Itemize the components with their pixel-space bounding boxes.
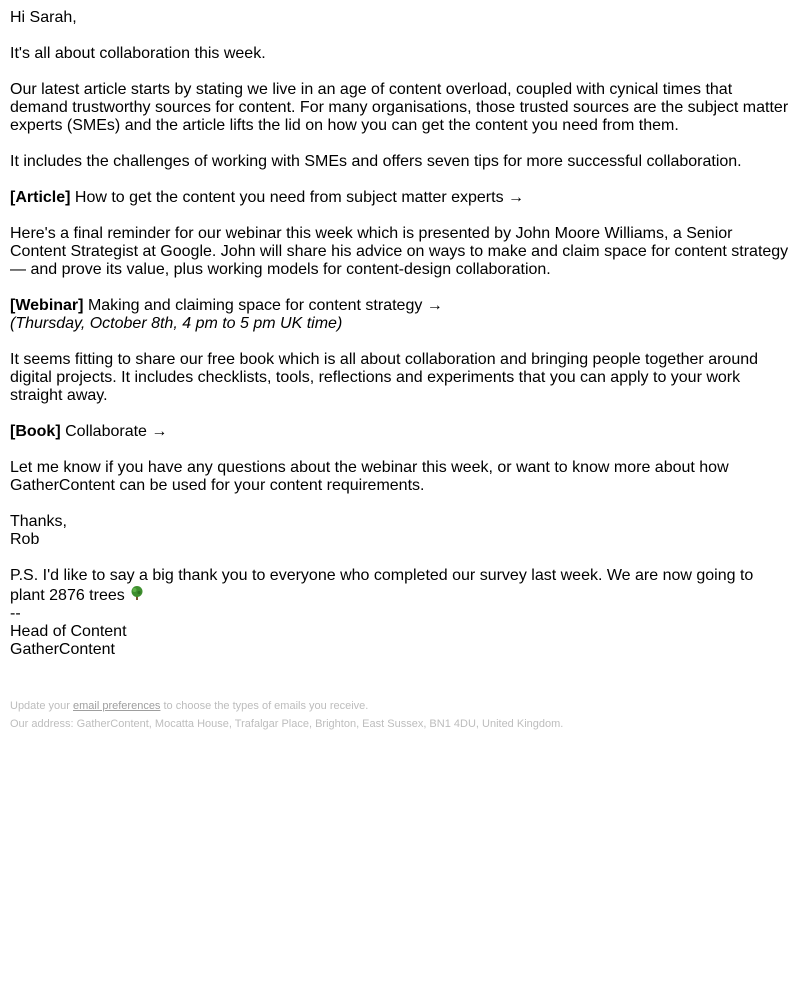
webinar-paragraph: Here's a final reminder for our webinar this week which is presented by John Moore Williams, a Senior Content Strategist at Google. John will share his advice on ways to make and claim space for content strategy — and prove its value, plus working models for content-design collaboration. bbox=[10, 225, 789, 278]
email-footer bbox=[10, 697, 790, 733]
webinar-link-line bbox=[10, 297, 790, 333]
book-tag: [Book] bbox=[10, 423, 61, 440]
book-link-text: Collaborate → bbox=[65, 423, 168, 440]
closing-paragraph: Let me know if you have any questions about the webinar this week, or want to know more about how GatherContent can be used for your content requirements. bbox=[10, 459, 729, 494]
article-link[interactable] bbox=[10, 189, 524, 206]
article-paragraph-2: It includes the challenges of working with SMEs and offers seven tips for more successful collaboration. bbox=[10, 153, 742, 170]
signature-separator: -- bbox=[10, 605, 21, 622]
footer-address: Our address: GatherContent, Mocatta House, Trafalgar Place, Brighton, East Sussex, BN1 4DU, United Kingdom. bbox=[10, 718, 564, 730]
greeting: Hi Sarah, bbox=[10, 9, 77, 26]
ps-text: P.S. I'd like to say a big thank you to everyone who completed our survey last week. We are now going to plant 2876 trees bbox=[10, 567, 754, 604]
signature-company: GatherContent bbox=[10, 641, 115, 658]
footer-prefs-after: to choose the types of emails you receive. bbox=[163, 700, 369, 712]
article-link-text: How to get the content you need from subject matter experts → bbox=[74, 189, 525, 206]
article-tag: [Article] bbox=[10, 189, 71, 206]
footer-preferences-line bbox=[10, 697, 790, 715]
article-link-line bbox=[10, 189, 790, 207]
ps-paragraph bbox=[10, 567, 790, 605]
webinar-link-text: Making and claiming space for content strategy → bbox=[87, 297, 443, 314]
webinar-tag: [Webinar] bbox=[10, 297, 84, 314]
tree-icon bbox=[129, 585, 145, 601]
signoff bbox=[10, 513, 790, 549]
book-paragraph: It seems fitting to share our free book which is all about collaboration and bringing people together around digital projects. It includes checklists, tools, reflections and experiments that you can apply to your work straight away. bbox=[10, 351, 759, 404]
intro-text: It's all about collaboration this week. bbox=[10, 45, 266, 62]
book-link[interactable] bbox=[10, 423, 167, 440]
webinar-link[interactable] bbox=[10, 297, 443, 314]
signature-title: Head of Content bbox=[10, 623, 127, 640]
signoff-name: Rob bbox=[10, 531, 40, 548]
email-preferences-link[interactable]: email preferences bbox=[73, 700, 161, 712]
footer-prefs-before: Update your bbox=[10, 700, 70, 712]
signoff-thanks: Thanks, bbox=[10, 513, 67, 530]
webinar-time: (Thursday, October 8th, 4 pm to 5 pm UK time) bbox=[10, 315, 343, 332]
article-paragraph-1: Our latest article starts by stating we live in an age of content overload, coupled with cynical times that demand trustworthy sources for content. For many organisations, those trusted sources are the subject matter experts (SMEs) and the article lifts the lid on how you can get the content you need from them. bbox=[10, 81, 789, 134]
book-link-line bbox=[10, 423, 790, 441]
signature bbox=[10, 605, 790, 659]
